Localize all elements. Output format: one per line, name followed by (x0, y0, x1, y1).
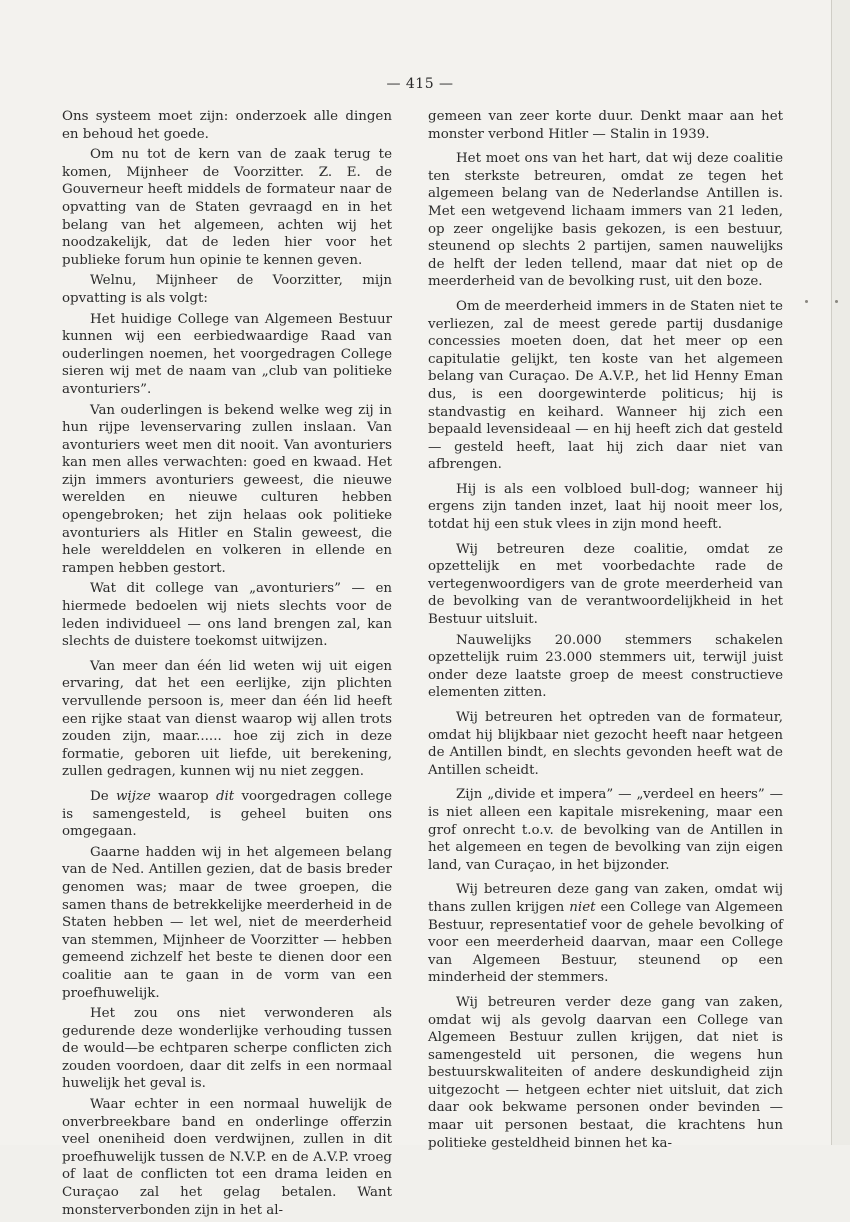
left-column-paragraph: Het huidige College van Algemeen Bestuur kunnen wij een eerbiedwaardige Raad van ouderlingen noemen, het voorgedragen College sieren wij met de naam van „club van politieke avonturiers”. (62, 311, 392, 397)
right-column-paragraph: Om de meerderheid immers in de Staten niet te verliezen, zal de meest gerede partij dusdanige concessies moeten doen, dat het meer op een capitulatie gelijkt, ten koste van het algemeen belang van Curaçao. De A.V.P., het lid Henny Eman dus, is een doorgewinterde politicus; hij is standvastig en keihard. Wanneer hij zich een bepaald levensideaal — en hij heeft zich dat gesteld — gesteld heeft, laat hij zich daar niet van afbrengen. (428, 298, 783, 473)
left-column-paragraph: Van ouderlingen is bekend welke weg zij in hun rijpe levenservaring zullen inslaan. Van avonturiers weet men dit nooit. Van avonturiers kan men alles verwachten: goed en kwaad. Het zijn immers avonturiers geweest, die nieuwe werelden en nieuwe culturen hebben opengebroken; het zijn helaas ook politieke avonturiers als Hitler en Stalin geweest, die hele werelddelen en volkeren in ellende en rampen hebben gestort. (62, 402, 392, 576)
right-column-paragraph: Het moet ons van het hart, dat wij deze coalitie ten sterkste betreuren, omdat ze tegen het algemeen belang van de Nederlandse Antillen is. Met een wetgevend lichaam immers van 21 leden, op zeer ongelijke basis gekozen, is een bestuur, steunend op slechts 2 partijen, samen nauwelijks de helft der leden tellend, maar dat niet op de meerderheid van de bevolking rust, uit den boze. (428, 151, 783, 290)
left-column-paragraph: Waar echter in een normaal huwelijk de onverbreekbare band en onderlinge offerzin veel oneniheid doen verdwijnen, zullen in dit proefhuwelijk tussen de N.V.P. en de A.V.P. vroeg of laat de conflicten tot een drama leiden en Curaçao zal het gelag betalen. Want monsterverbonden zijn in het al- (62, 1097, 392, 1218)
right-column-paragraph: Zijn „divide et impera” — „verdeel en heers” — is niet alleen een kapitale misrekening, maar een grof onrecht t.o.v. de bevolking van de Antillen in het algemeen en tegen de bevolking van zijn eigen land, van Curaçao, in het bijzonder. (428, 787, 783, 873)
right-column-paragraph: gemeen van zeer korte duur. Denkt maar aan het monster verbond Hitler — Stalin in 1939. (428, 109, 783, 142)
emphasis-word: wijze (115, 788, 151, 804)
right-column-paragraph: Wij betreuren het optreden van de formateur, omdat hij blijkbaar niet gezocht heeft naar hetgeen de Antillen bindt, en slechts gevonden heeft wat de Antillen scheidt. (428, 710, 783, 778)
left-column-paragraph: Gaarne hadden wij in het algemeen belang van de Ned. Antillen gezien, dat de basis breder genomen was; maar de twee groepen, die samen thans de betrekkelijke meerderheid in de Staten hebben — let wel, niet de meerderheid van stemmen, Mijnheer de Voorzitter — hebben gemeend zichzelf het beste te dienen door een coalitie aan te gaan in de vorm van een proefhuwelijk. (62, 844, 392, 1001)
scan-speck (835, 300, 838, 303)
left-column-paragraph (62, 788, 392, 841)
right-column-paragraph (428, 881, 783, 987)
left-column-paragraph: Om nu tot de kern van de zaak terug te komen, Mijnheer de Voorzitter. Z. E. de Gouverneur heeft middels de formateur naar de opvatting van de Staten gevraagd en in het belang van het algemeen, achten wij het noodzakelijk, dat de leden hier voor het publieke forum hun opinie te kennen geven. (62, 147, 392, 268)
paragraph-text: voorgedragen college is samengesteld, is geheel buiten ons omgegaan. (62, 788, 392, 840)
left-column-paragraph: Wat dit college van „avonturiers” — en hiermede bedoelen wij niets slechts voor de leden individueel — ons land brengen zal, kan slechts de duistere toekomst uitwijzen. (62, 581, 392, 650)
left-column-paragraph: Welnu, Mijnheer de Voorzitter, mijn opvatting is als volgt: (62, 273, 392, 306)
right-column-paragraph: Wij betreuren deze coalitie, omdat ze opzettelijk en met voorbedachte rade de vertegenwoordigers van de grote meerderheid van de bevolking van de verantwoordelijkheid in het Bestuur uitsluit. (428, 541, 783, 628)
right-column-paragraph: Nauwelijks 20.000 stemmers schakelen opzettelijk ruim 23.000 stemmers uit, terwijl juist onder deze laatste groep de meest constructieve elementen zitten. (428, 632, 783, 701)
paragraph-text: een College van Algemeen Bestuur, representatief voor de gehele bevolking of voor een meerderheid daarvan, maar een College van Algemeen Bestuur, steunend op een minderheid der stemmers. (428, 899, 783, 986)
left-column (62, 108, 392, 1222)
page-edge (831, 0, 850, 1145)
paragraph-text: De (90, 788, 116, 804)
page-number: — 415 — (386, 76, 454, 92)
emphasis-word: dit (215, 788, 235, 804)
right-column-paragraph: Wij betreuren verder deze gang van zaken, omdat wij als gevolg daarvan een College van Algemeen Bestuur zullen krijgen, dat niet is samengesteld uit personen, die wegens hun bestuurskwaliteiten of andere deskundigheid zijn uitgezocht — hetgeen echter niet uitsluit, dat zich daar ook bekwame personen onder bevinden — maar uit personen bestaat, die krachtens hun politieke gesteldheid binnen het ka- (428, 994, 783, 1151)
scan-speck (805, 300, 808, 303)
left-column-paragraph: Ons systeem moet zijn: onderzoek alle dingen en behoud het goede. (62, 109, 392, 142)
left-column-paragraph: Van meer dan één lid weten wij uit eigen ervaring, dat het een eerlijke, zijn plichten vervullende persoon is, meer dan één lid heeft een rijke staat van dienst waarop wij allen trots zouden zijn, maar...... hoe zij zich in deze formatie, geboren uit liefde, uit berekening, zullen gedragen, kunnen wij nu niet zeggen. (62, 658, 392, 780)
paragraph-text: Wij betreuren deze gang van zaken, omdat wij thans zullen krijgen (428, 882, 783, 915)
emphasis-word: niet (569, 899, 596, 915)
paragraph-text: waarop (150, 788, 216, 804)
left-column-paragraph: Het zou ons niet verwonderen als gedurende deze wonderlijke verhouding tussen de would—be echtparen scherpe conflicten zich zouden voordoen, daar dit zelfs in een normaal huwelijk het geval is. (62, 1006, 392, 1092)
right-column (428, 108, 783, 1155)
right-column-paragraph: Hij is als een volbloed bull-dog; wanneer hij ergens zijn tanden inzet, laat hij nooit meer los, totdat hij een stuk vlees in zijn mond heeft. (428, 481, 783, 533)
